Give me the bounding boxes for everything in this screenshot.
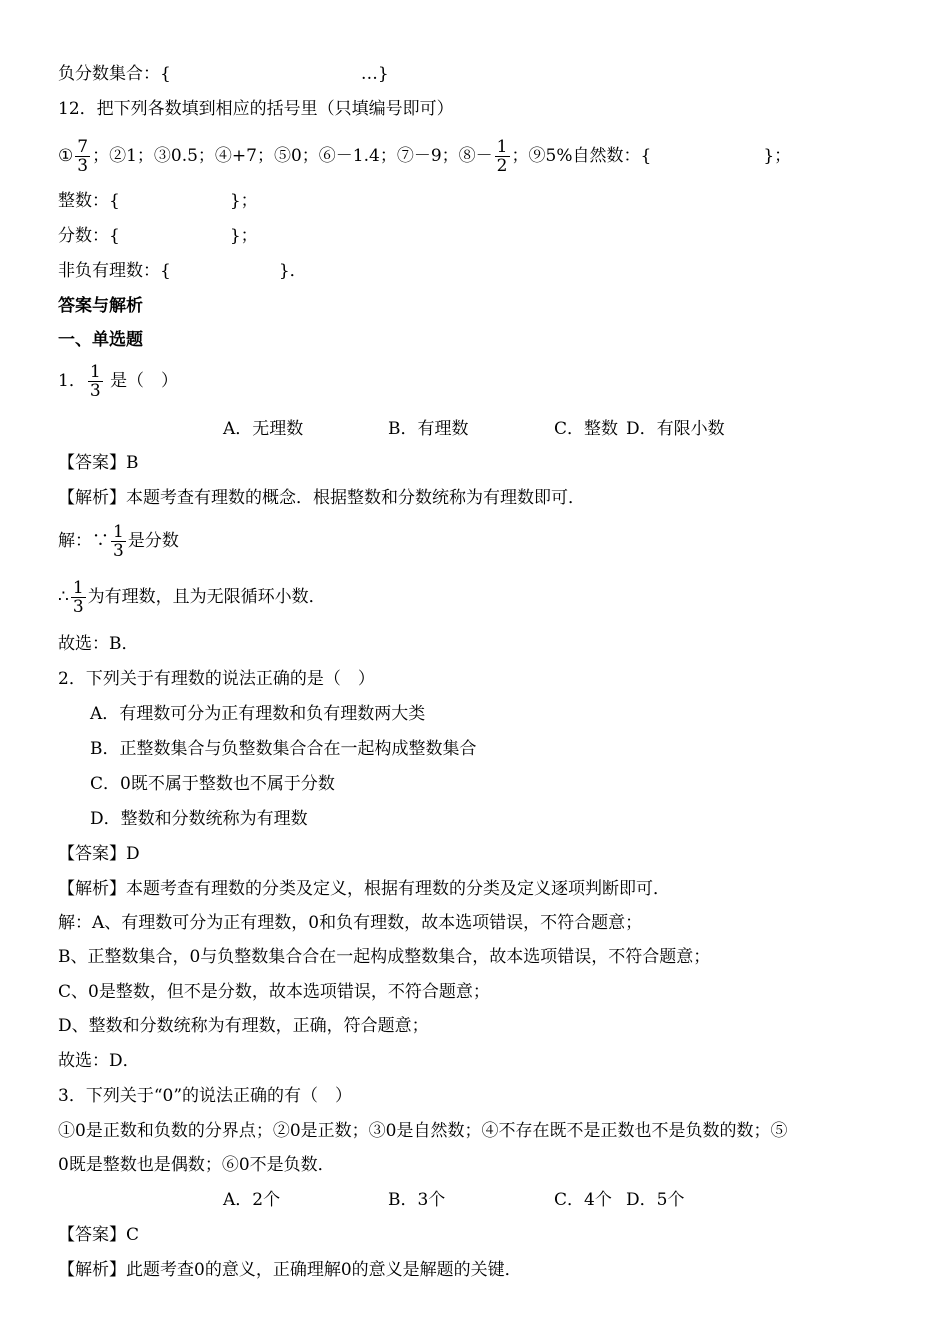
fraction-numerator: 1 [113, 522, 124, 542]
q2-solution-b: B、正整数集合，0与负整数集合合在一起构成整数集合，故本选项错误，不符合题意； [58, 947, 711, 967]
q3-option-c: C．4个 [554, 1190, 612, 1210]
q3-stem: 3．下列关于“0”的说法正确的有（ ） [58, 1086, 353, 1106]
fraction-numerator: 1 [496, 137, 508, 157]
set-end: }； [229, 226, 258, 246]
fraction-1-3 [111, 523, 126, 560]
q2-option-b: B．正整数集合与负整数集合合在一起构成整数集合 [90, 739, 477, 759]
set-label: 负分数集合：{ [58, 64, 171, 84]
q2-answer: 【答案】D [58, 844, 140, 864]
fraction-numerator: 1 [72, 578, 84, 598]
q2-option-d: D．整数和分数统称为有理数 [90, 809, 308, 829]
fraction-7-3 [75, 138, 90, 175]
fraction-denominator: 3 [72, 597, 84, 617]
q2-option-a: A．有理数可分为正有理数和负有理数两大类 [90, 704, 426, 724]
q1-stem [58, 362, 178, 400]
fraction-numerator: 1 [89, 362, 101, 382]
q12-nonnegative-set [58, 259, 307, 283]
q3-option-b: B．3个 [388, 1190, 446, 1210]
q12-title: 12．把下列各数填到相应的括号里（只填编号即可） [58, 99, 454, 119]
natural-set-end: }； [763, 146, 792, 166]
set-end: }； [229, 191, 258, 211]
set-end: …} [360, 64, 389, 84]
natural-set-label: 自然数：{ [572, 146, 652, 166]
q3-option-d: D．5个 [626, 1190, 685, 1210]
q1-answer: 【答案】B [58, 453, 139, 473]
q12-fraction-set [58, 224, 258, 248]
q2-choose: 故选：D． [58, 1051, 140, 1071]
fraction-denominator: 3 [89, 381, 101, 401]
fraction-numerator: 7 [77, 137, 89, 157]
q12-number-list [58, 138, 791, 175]
fraction-1-3 [88, 363, 103, 400]
fraction-1-2 [495, 138, 510, 175]
q3-answer: 【答案】C [58, 1225, 140, 1245]
q1-solution-line-2 [58, 578, 326, 616]
set-label: 非负有理数：{ [58, 261, 171, 281]
item-1-marker: ① [58, 146, 74, 166]
fraction-denominator: 2 [496, 156, 508, 176]
solution-text: 为有理数，且为无限循环小数． [87, 587, 326, 607]
set-label: 整数：{ [58, 191, 120, 211]
item-9: ；⑨5% [511, 146, 573, 166]
set-end: }． [278, 261, 307, 281]
q2-solution-d: D、整数和分数统称为有理数，正确，符合题意； [58, 1016, 429, 1036]
q1-option-a: A．无理数 [223, 419, 304, 439]
q2-analysis: 【解析】本题考查有理数的分类及定义，根据有理数的分类及定义逐项判断即可． [58, 879, 670, 899]
q1-option-d: D．有限小数 [626, 419, 725, 439]
q1-option-c: C．整数 [554, 419, 619, 439]
set-label: 分数：{ [58, 226, 120, 246]
solution-prefix: 解：∵ [58, 531, 109, 551]
q3-statements-line-1: ①0是正数和负数的分界点；②0是正数；③0是自然数；④不存在既不是正数也不是负数的数；⑤ [58, 1121, 788, 1141]
fraction-1-3 [71, 579, 86, 616]
q1-option-b: B．有理数 [388, 419, 469, 439]
question-number: 1． [58, 371, 86, 391]
fraction-denominator: 3 [77, 156, 89, 176]
q3-statements-line-2: 0既是整数也是偶数；⑥0不是负数． [58, 1155, 335, 1175]
question-stem: 是（ ） [110, 371, 179, 391]
section-heading: 一、单选题 [58, 330, 143, 350]
q1-analysis: 【解析】本题考查有理数的概念．根据整数和分数统称为有理数即可． [58, 488, 585, 508]
solution-text: 是分数 [127, 531, 179, 551]
q2-solution-a: 解：A、有理数可分为正有理数，0和负有理数，故本选项错误，不符合题意； [58, 913, 643, 933]
q2-solution-c: C、0是整数，但不是分数，故本选项错误，不符合题意； [58, 982, 490, 1002]
q11-negative-fraction-set [58, 62, 389, 86]
q2-stem: 2．下列关于有理数的说法正确的是（ ） [58, 669, 375, 689]
q3-option-a: A．2个 [223, 1190, 281, 1210]
items-2-8: ；②1；③0.5；④+7；⑤0；⑥－1.4；⑦－9；⑧－ [92, 146, 493, 166]
q2-option-c: C．0既不属于整数也不属于分数 [90, 774, 335, 794]
q1-solution-line-1 [58, 522, 179, 560]
fraction-denominator: 3 [113, 541, 124, 561]
q12-integer-set [58, 189, 258, 213]
q1-choose: 故选：B． [58, 634, 139, 654]
answers-heading: 答案与解析 [58, 296, 143, 316]
therefore-symbol: ∴ [58, 587, 69, 607]
q3-analysis: 【解析】此题考查0的意义，正确理解0的意义是解题的关键． [58, 1260, 522, 1280]
